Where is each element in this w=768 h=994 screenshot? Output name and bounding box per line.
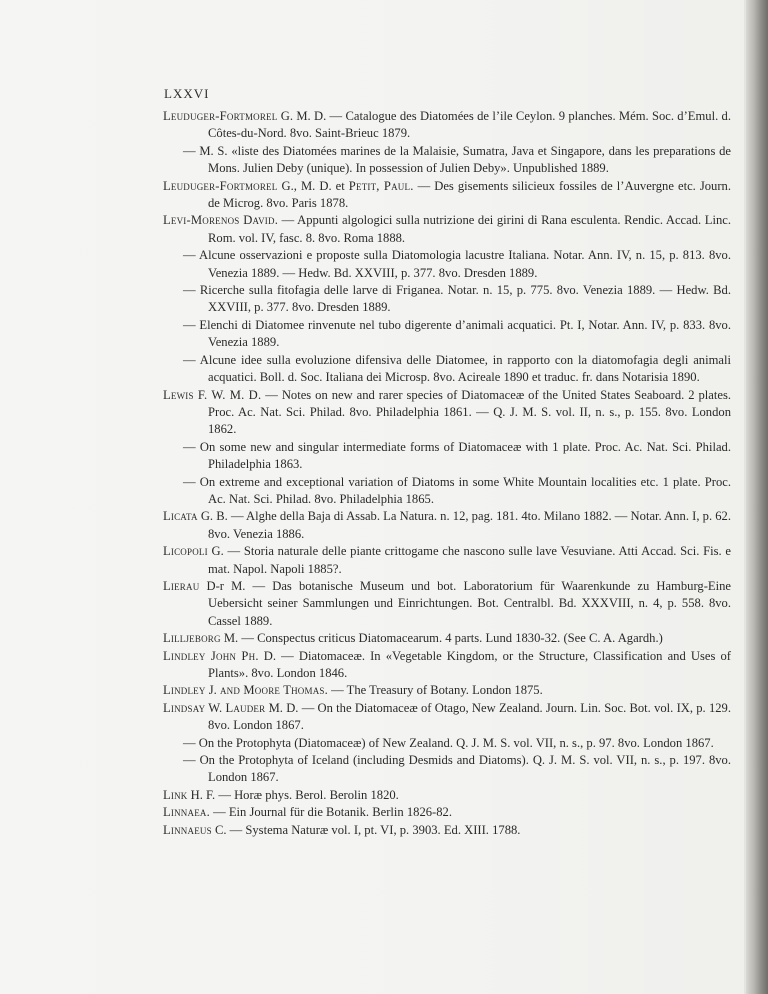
bib-entry — [163, 804, 731, 821]
bib-entry — [163, 700, 731, 735]
entry-text: M. D. — On the Diatomaceæ of Otago, New Zealand. Journ. Lin. Soc. Bot. vol. IX, p. 129. 8vo. London 1867. — [208, 700, 731, 733]
bib-entry — [163, 543, 731, 578]
page-edge-shadow — [746, 0, 768, 994]
entry-dash: — — [183, 248, 196, 263]
author-name: Linnaeus — [163, 822, 212, 837]
coauthor-name: Petit, Paul. — [348, 178, 414, 193]
entry-text: G. — Storia naturale delle piante crittogame che nascono sulle lave Vesuviane. Atti Accad. Sci. Fis. e mat. Napol. Napoli 1885?. — [207, 544, 731, 576]
bib-subentry — [163, 282, 731, 317]
bib-entry — [163, 212, 731, 247]
entry-text: D. — Diatomaceæ. In «Vegetable Kingdom, or the Structure, Classification and Uses of Plants». 8vo. London 1846. — [208, 648, 731, 680]
entry-text: C. — Systema Naturæ vol. I, pt. VI, p. 3903. Ed. XIII. 1788. — [211, 822, 521, 837]
bib-entry — [163, 387, 731, 439]
entry-text: Elenchi di Diatomee rinvenute nel tubo digerente d’animali acquatici. Pt. I, Notar. Ann. IV, p. 833. 8vo. Venezia 1889. — [199, 317, 731, 350]
bib-entry — [163, 178, 731, 213]
author-name: Licata — [163, 509, 198, 524]
entry-text: M. S. «liste des Diatomées marines de la Malaisie, Sumatra, Java et Singapore, dans les preparations de Mons. Julien Deby (unique). In possession of Julien Deby». Unpublished 1889. — [199, 143, 731, 176]
entry-dash: — — [183, 753, 196, 768]
entry-dash: — — [183, 735, 196, 750]
author-name: Leuduger-Fortmorel — [163, 109, 278, 123]
entry-text: G., M. D. et — [277, 178, 349, 193]
entry-text: — Notes on new and rarer species of Diatomaceæ of the United States Seaboard. 2 plates. Proc. Ac. Nat. Sci. Philad. 8vo. Philadelphia 1861. — Q. J. M. S. vol. II, n. s., p. 155. 8vo. London 1862. — [208, 387, 731, 437]
author-name: Lindley John Ph. — [163, 648, 259, 663]
author-name: Lewis F. W. M. D. — [163, 387, 262, 402]
bib-entry — [163, 822, 731, 839]
entry-text: — Ein Journal für die Botanik. Berlin 1826-82. — [209, 805, 452, 820]
entry-dash: — — [183, 143, 196, 158]
bib-entry — [163, 648, 731, 683]
entry-text: Ricerche sulla fitofagia delle larve di Friganea. Notar. n. 15, p. 775. 8vo. Venezia 1889. — Hedw. Bd. XXVIII, p. 377. 8vo. Dresden 1889. — [199, 283, 731, 315]
bib-entry — [163, 578, 731, 630]
bib-subentry — [163, 143, 731, 178]
entry-text: M. — Conspectus criticus Diatomacearum. 4 parts. Lund 1830-32. (See C. A. Agardh.) — [220, 631, 663, 646]
entry-text: On extreme and exceptional variation of Diatoms in some White Mountain localities etc. 1 plate. Proc. Ac. Nat. Sci. Philad. 8vo. Philadelphia 1865. — [199, 474, 731, 506]
entry-text: G. M. D. — Catalogue des Diatomées de l’ile Ceylon. 9 planches. Mém. Soc. d’Emul. d. Côtes-du-Nord. 8vo. Saint-Brieuc 1879. — [208, 109, 731, 141]
bib-subentry — [163, 317, 731, 352]
entry-text: G. B. — Alghe della Baja di Assab. La Natura. n. 12, pag. 181. 4to. Milano 1882. — Notar. Ann. I, p. 62. 8vo. Venezia 1886. — [197, 509, 731, 541]
author-name: Lilljeborg — [163, 631, 221, 646]
bib-subentry — [163, 735, 731, 752]
entry-text: — Appunti algologici sulla nutrizione dei girini di Rana esculenta. Rendic. Accad. Linc. Rom. vol. IV, fasc. 8. 8vo. Roma 1888. — [208, 213, 731, 245]
entry-dash: — — [183, 317, 196, 332]
coauthor-name: and Moore Thomas. — [219, 683, 328, 698]
bib-entry — [163, 630, 731, 647]
bib-entry — [163, 682, 731, 699]
entry-text: Alcune osservazioni e proposte sulla Diatomologia lacustre Italiana. Notar. Ann. IV, n. 15, p. 813. 8vo. Venezia 1889. — Hedw. Bd. XXVIII, p. 377. 8vo. Dresden 1889. — [199, 248, 731, 280]
entry-text: J. — [205, 683, 220, 698]
author-name: Linnaea. — [163, 805, 210, 820]
bib-subentry — [163, 352, 731, 387]
bibliography-list — [163, 108, 731, 839]
author-name: Lierau — [163, 578, 200, 593]
entry-text: On the Protophyta (Diatomaceæ) of New Zealand. Q. J. M. S. vol. VII, n. s., p. 97. 8vo. London 1867. — [198, 735, 714, 750]
entry-text: W. — [205, 700, 226, 715]
page-number: LXXVI — [164, 86, 210, 101]
entry-text: H. F. — Horæ phys. Berol. Berolin 1820. — [187, 787, 399, 802]
entry-dash: — — [183, 283, 196, 298]
author-name: Licopoli — [163, 544, 208, 559]
entry-dash: — — [183, 439, 196, 454]
entry-text: On the Protophyta of Iceland (including Desmids and Diatoms). Q. J. M. S. vol. VII, n. s., p. 197. 8vo. London 1867. — [199, 753, 732, 785]
entry-text: On some new and singular intermediate forms of Diatomaceæ with 1 plate. Proc. Ac. Nat. Sci. Philad. Philadelphia 1863. — [199, 439, 731, 472]
entry-dash: — — [183, 474, 196, 489]
bib-entry — [163, 787, 731, 804]
bib-subentry — [163, 752, 731, 787]
bib-subentry — [163, 247, 731, 282]
author-name: Lindsay — [163, 700, 206, 715]
entry-dash: — — [183, 352, 196, 367]
author-name: Leuduger-Fortmorel — [163, 178, 278, 193]
author-name: Lindley — [163, 683, 206, 698]
bib-entry — [163, 508, 731, 543]
entry-text: — The Treasury of Botany. London 1875. — [327, 683, 543, 698]
bib-subentry — [163, 474, 731, 509]
author-name: Levi-Morenos David. — [163, 213, 279, 228]
entry-text: Alcune idee sulla evoluzione difensiva delle Diatomee, in rapporto con la diatomofagia degli animali acquatici. Boll. d. Soc. Italiana dei Microsp. 8vo. Acireale 1890 et traduc. fr. dans Notarisia 1890. — [199, 352, 731, 385]
entry-text: — Des gisements silicieux fossiles de l’Auvergne etc. Journ. de Microg. 8vo. Paris 1878. — [208, 178, 731, 211]
bib-entry — [163, 108, 731, 143]
bib-subentry — [163, 439, 731, 474]
coauthor-name: Lauder — [225, 700, 266, 715]
author-name: Link — [163, 787, 188, 802]
entry-text: D-r M. — Das botanische Museum und bot. Laboratorium für Waarenkunde zu Hamburg-Eine Uebersicht seiner Sammlungen und Einrichtungen. Bot. Centralbl. Bd. XXXVIII, n. 4, p. 558. 8vo. Cassel 1889. — [199, 578, 731, 628]
